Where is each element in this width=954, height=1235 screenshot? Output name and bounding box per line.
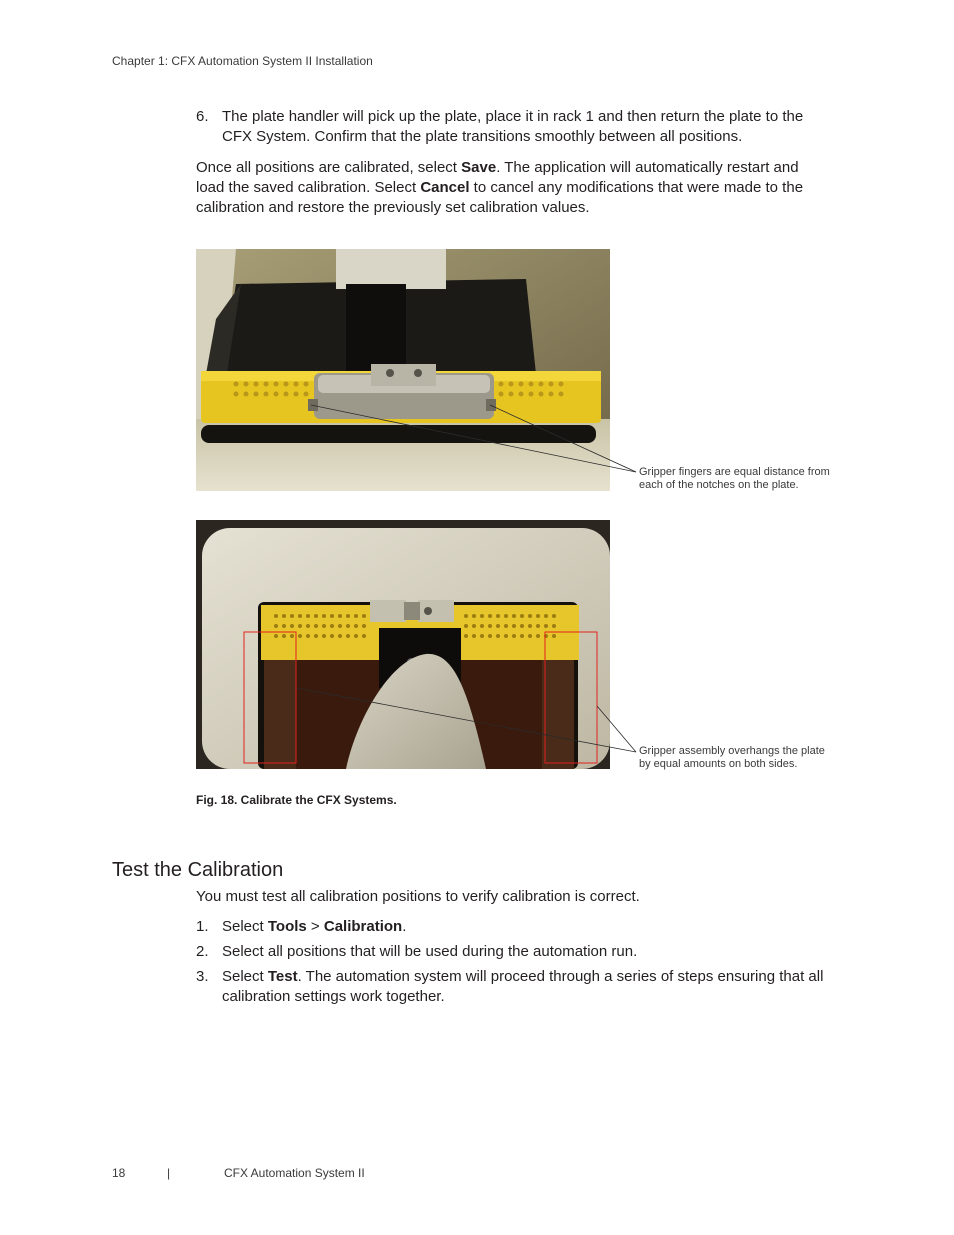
callout-gripper-overhang <box>639 745 839 771</box>
text-run: Select <box>222 968 268 985</box>
callout-gripper-fingers <box>639 466 839 492</box>
text-run: . The application will automatically restart and <box>496 159 799 176</box>
test-step-3 <box>196 967 836 1007</box>
callout-line-1: Gripper assembly overhangs the plate <box>639 745 825 757</box>
text-run: . The automation system will proceed through a series of steps ensuring that all <box>297 968 824 985</box>
running-header: Chapter 1: CFX Automation System II Installation <box>112 54 373 68</box>
gripper-fingers-illustration <box>196 249 610 491</box>
figure-caption: Fig. 18. Calibrate the CFX Systems. <box>196 793 397 807</box>
callout-line-2: each of the notches on the plate. <box>639 479 799 491</box>
paragraph-line-2 <box>196 178 836 198</box>
step-text-line-2: calibration settings work together. <box>222 988 445 1005</box>
test-term: Test <box>267 968 298 985</box>
paragraph-line-1 <box>196 158 836 178</box>
step-number: 1. <box>196 918 209 935</box>
tools-menu-term: Tools <box>267 918 307 935</box>
paragraph-line-3: calibration and restore the previously set calibration values. <box>196 199 590 216</box>
text-run: load the saved calibration. Select <box>196 179 421 196</box>
calibration-menu-term: Calibration <box>323 918 403 935</box>
save-term: Save <box>461 159 497 176</box>
gripper-assembly-illustration <box>196 520 610 769</box>
callout-line-1: Gripper fingers are equal distance from <box>639 466 830 478</box>
save-cancel-paragraph <box>196 158 836 218</box>
callout-line-2: by equal amounts on both sides. <box>639 758 798 770</box>
text-run: to cancel any modifications that were made to the <box>469 179 804 196</box>
section-title: Test the Calibration <box>112 859 284 881</box>
step-number: 2. <box>196 943 209 960</box>
step-text-line-1 <box>222 967 836 987</box>
text-run: > <box>306 918 324 935</box>
test-step-2 <box>196 942 836 962</box>
section-intro: You must test all calibration positions to verify calibration is correct. <box>196 888 640 905</box>
cancel-term: Cancel <box>420 179 470 196</box>
gripper-assembly-photo <box>196 520 610 769</box>
step-text: Select all positions that will be used during the automation run. <box>222 943 638 960</box>
page-number: 18 <box>112 1166 126 1180</box>
gripper-fingers-photo <box>196 249 610 491</box>
step-6 <box>196 107 836 147</box>
step-number: 6. <box>196 108 209 125</box>
footer-separator: | <box>167 1166 171 1180</box>
text-run: Once all positions are calibrated, select <box>196 159 462 176</box>
test-step-1 <box>196 917 836 937</box>
footer-title: CFX Automation System II <box>224 1166 365 1180</box>
text-run: . <box>402 918 407 935</box>
step-number: 3. <box>196 968 209 985</box>
step-text-line-2: CFX System. Confirm that the plate transitions smoothly between all positions. <box>222 128 743 145</box>
text-run: Select <box>222 918 268 935</box>
step-text-line-1: The plate handler will pick up the plate, place it in rack 1 and then return the plate to the <box>222 108 804 125</box>
step-text <box>222 917 836 937</box>
